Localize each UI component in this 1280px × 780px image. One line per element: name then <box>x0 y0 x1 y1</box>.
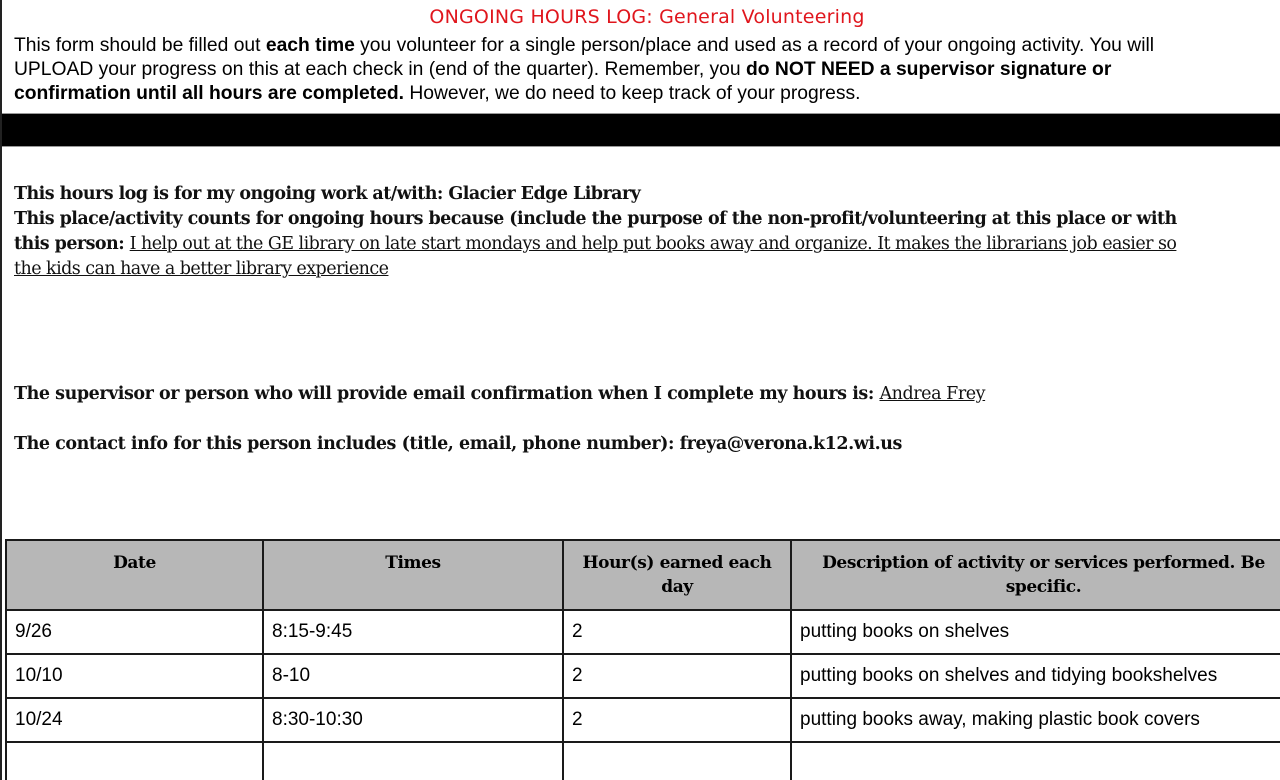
times-cell[interactable]: 8-10 <box>263 654 563 698</box>
purpose-label: This place/activity counts for ongoing hours because (include the purpose of the non-profit/volunteering at this place or with <box>14 209 1177 229</box>
date-cell[interactable]: 9/26 <box>6 610 263 654</box>
instructions-line-3 <box>14 82 1280 106</box>
times-cell[interactable]: 8:15-9:45 <box>263 610 563 654</box>
hours-cell[interactable]: 2 <box>563 654 791 698</box>
description-cell[interactable]: putting books on shelves <box>791 610 1280 654</box>
instructions-paragraph <box>14 34 1280 106</box>
instructions-text: UPLOAD your progress on this at each check in (end of the quarter). Remember, you <box>14 59 746 80</box>
header-description: Description of activity or services performed. Be specific. <box>791 540 1280 610</box>
instructions-text: However, we do need to keep track of your progress. <box>403 83 861 104</box>
description-cell[interactable]: putting books on shelves and tidying bookshelves <box>791 654 1280 698</box>
hours-cell[interactable]: 2 <box>563 698 791 742</box>
instructions-line-2 <box>14 58 1280 82</box>
hours-cell[interactable] <box>563 742 791 780</box>
purpose-label-cont: this person: <box>14 234 130 254</box>
table-row <box>6 654 1280 698</box>
contact-info-field[interactable]: The contact info for this person includes (title, email, phone number): freya@verona.k12.wi.us <box>14 434 902 454</box>
date-cell[interactable]: 10/24 <box>6 698 263 742</box>
description-cell[interactable]: putting books away, making plastic book covers <box>791 698 1280 742</box>
date-cell[interactable]: 10/10 <box>6 654 263 698</box>
description-cell[interactable] <box>791 742 1280 780</box>
times-cell[interactable] <box>263 742 563 780</box>
date-cell[interactable] <box>6 742 263 780</box>
supervisor-name-field[interactable]: Andrea Frey <box>879 384 986 404</box>
supervisor-section <box>14 382 985 407</box>
purpose-answer-cont[interactable]: the kids can have a better library experience <box>14 259 389 279</box>
supervisor-label: The supervisor or person who will provide email confirmation when I complete my hours is: <box>14 384 880 404</box>
contact-section <box>14 432 902 457</box>
table-row <box>6 698 1280 742</box>
log-for-label: This hours log is for my ongoing work at/with: Glacier Edge Library <box>14 184 641 204</box>
instructions-text: you volunteer for a single person/place and used as a record of your ongoing activity. You will <box>354 35 1155 56</box>
instructions-text: This form should be filled out <box>14 35 266 56</box>
instructions-emphasis: do NOT NEED a supervisor signature or <box>745 59 1112 80</box>
page-title: ONGOING HOURS LOG: General Volunteering <box>429 6 865 28</box>
instructions-line-1 <box>14 34 1280 58</box>
times-cell[interactable]: 8:30-10:30 <box>263 698 563 742</box>
purpose-answer[interactable]: I help out at the GE library on late start mondays and help put books away and organize. It makes the librarians job easier so <box>129 234 1177 254</box>
instructions-emphasis: each time <box>265 35 355 56</box>
table-row <box>6 610 1280 654</box>
table-header-row <box>6 540 1280 610</box>
section-divider-bar <box>2 113 1280 147</box>
hours-log-table <box>5 539 1280 780</box>
header-hours: Hour(s) earned each day <box>563 540 791 610</box>
header-times: Times <box>263 540 563 610</box>
hours-cell[interactable]: 2 <box>563 610 791 654</box>
header-date: Date <box>6 540 263 610</box>
instructions-emphasis: confirmation until all hours are completed. <box>14 83 404 104</box>
table-row-empty <box>6 742 1280 780</box>
placement-section <box>14 182 1280 282</box>
